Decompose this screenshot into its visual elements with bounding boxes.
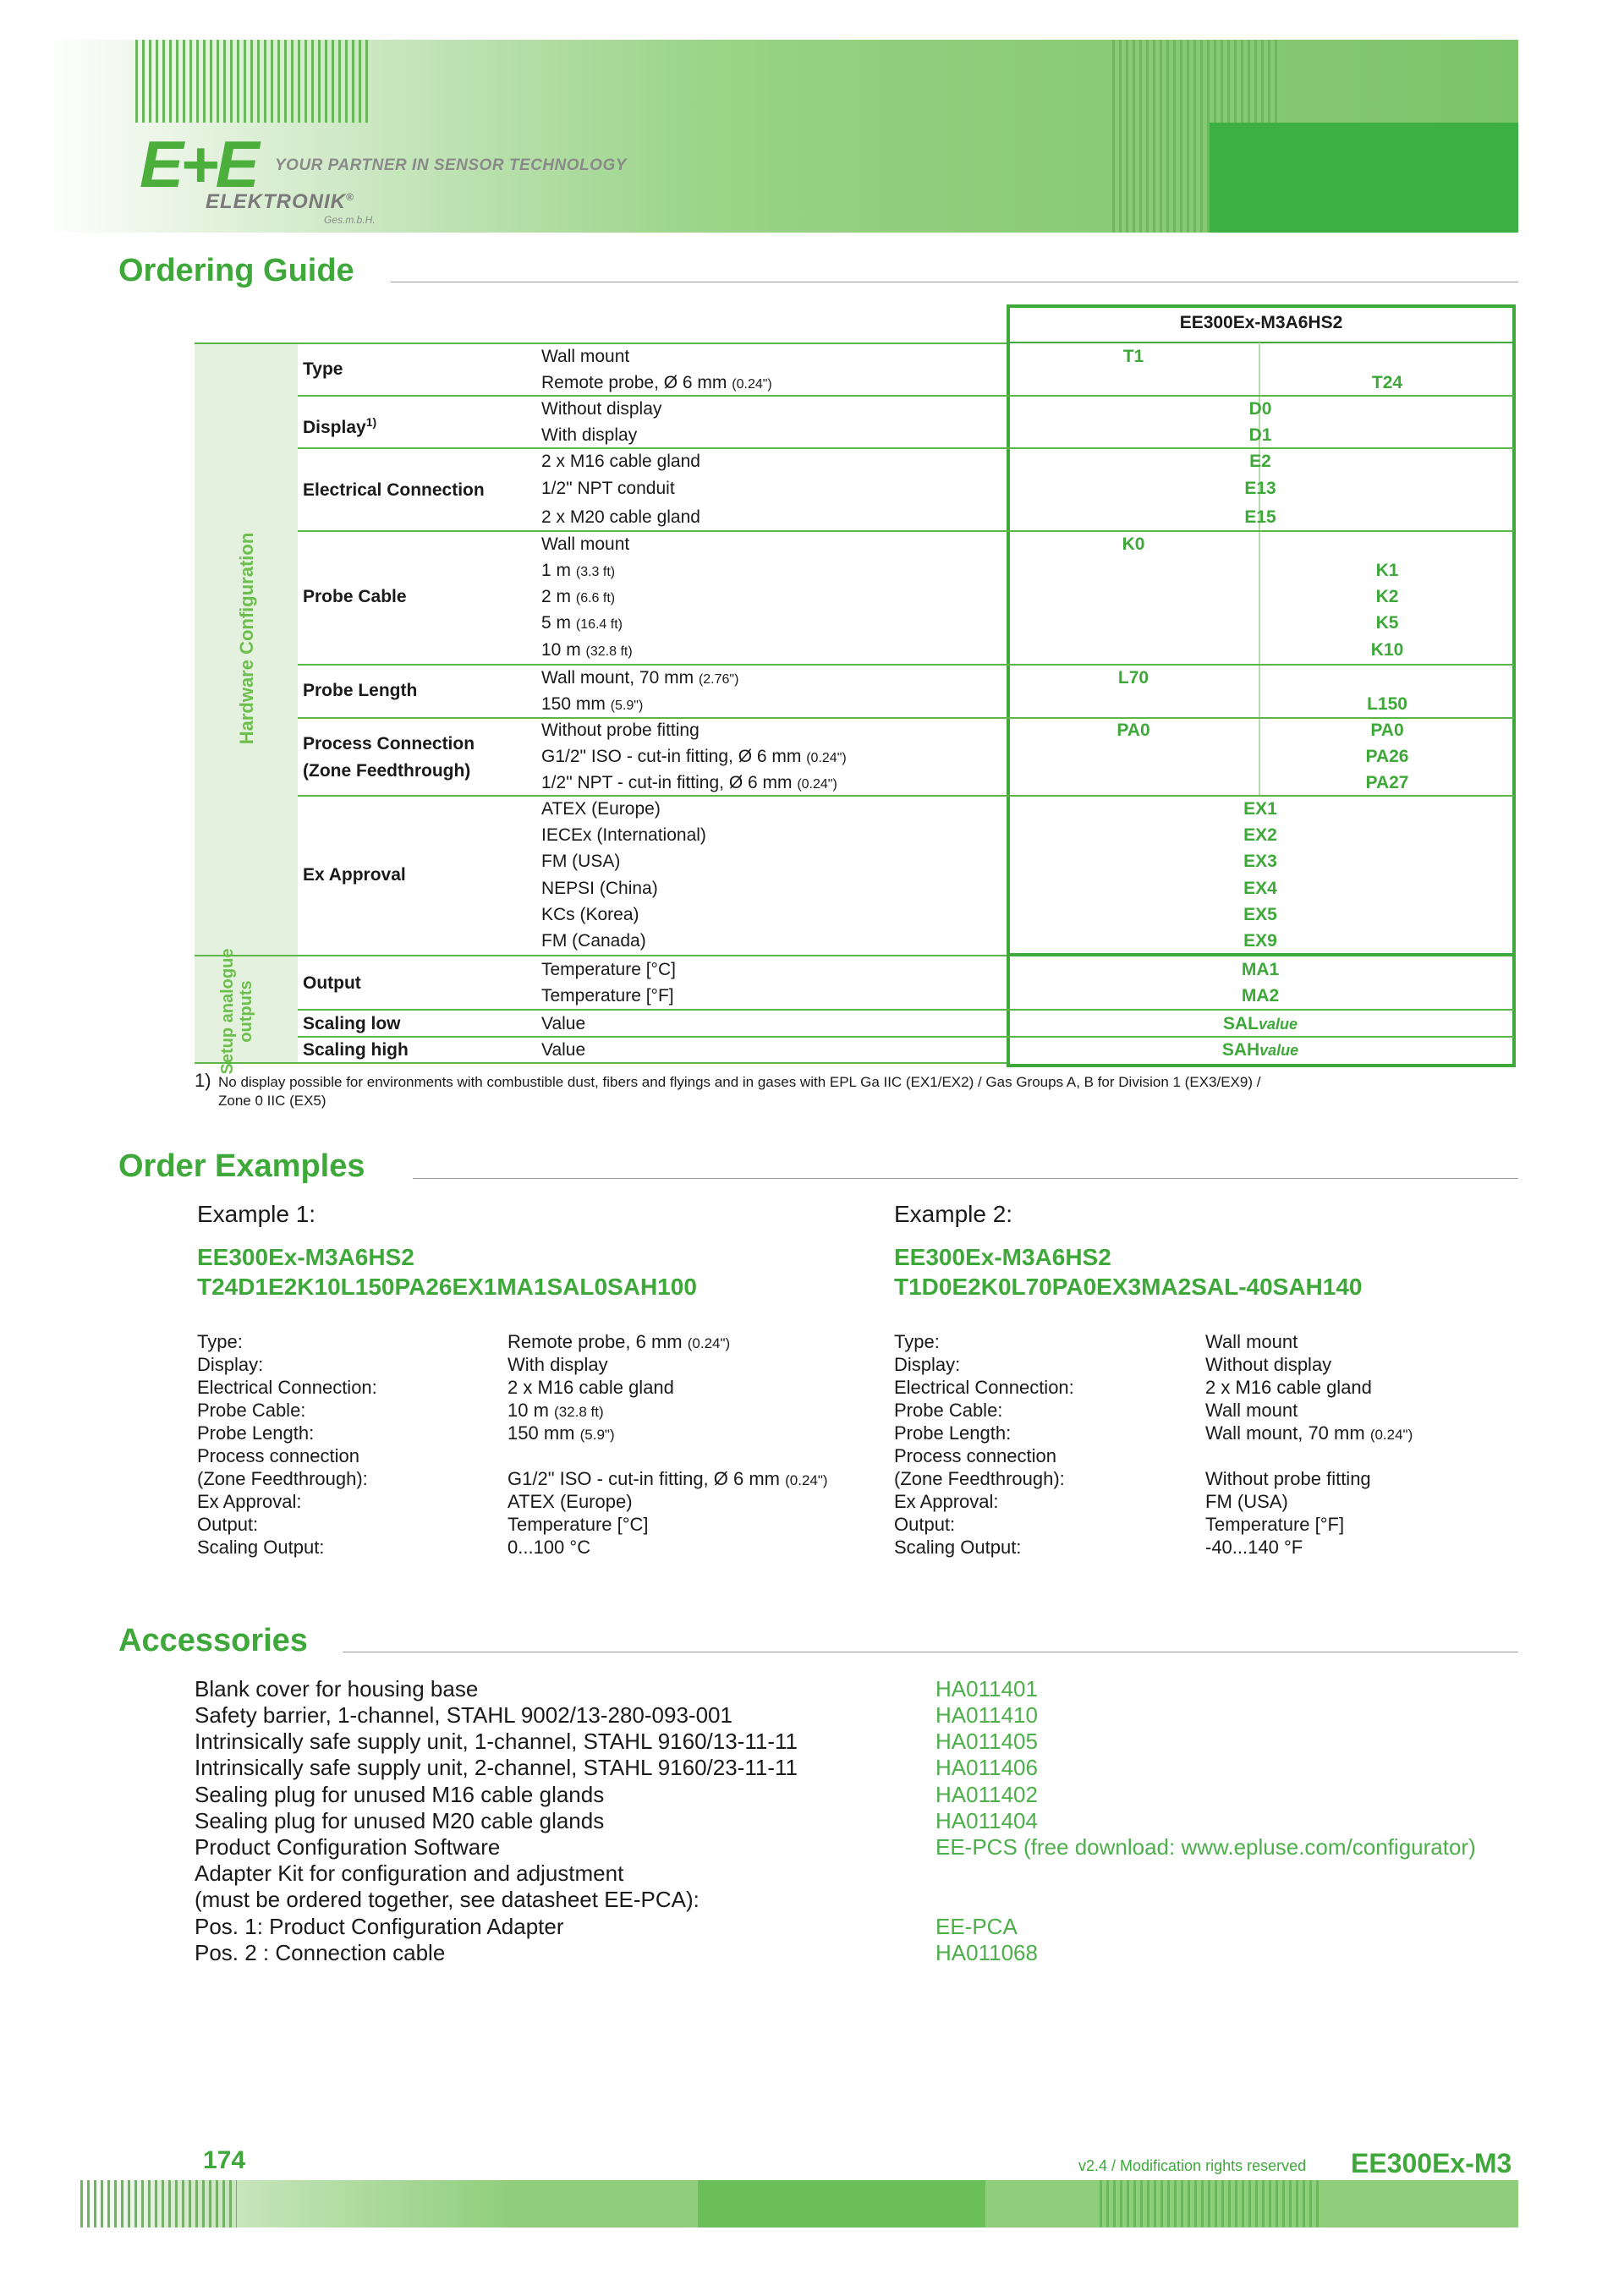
example-1-scaling: 0...100 °C <box>508 1537 591 1558</box>
code-value: K0 <box>1122 534 1145 554</box>
accessory-code: HA011404 <box>935 1808 1038 1833</box>
code-value: EX4 <box>1243 879 1277 898</box>
code-value: EX9 <box>1243 931 1277 951</box>
row-label-type: Type <box>303 359 343 379</box>
code-value: K1 <box>1375 561 1399 580</box>
accessory-code: HA011405 <box>935 1729 1038 1754</box>
ordering-guide-title: Ordering Guide <box>118 253 354 288</box>
row-sep <box>298 395 1514 397</box>
example-label: Electrical Connection: <box>197 1377 377 1398</box>
code-value: D1 <box>1248 425 1272 445</box>
example-1-process: G1/2" ISO - cut-in fitting, Ø 6 mm (0.24") <box>508 1468 828 1489</box>
option-text: Temperature [°C] <box>541 960 676 979</box>
code-value: E15 <box>1244 507 1276 527</box>
setup-outputs-label: Setup analogue outputs <box>218 948 255 1075</box>
example-2-code-line-1: EE300Ex-M3A6HS2 <box>894 1244 1111 1270</box>
logo-mark: E+E <box>140 127 256 201</box>
option-text: 1 m (3.3 ft) <box>541 561 616 580</box>
option-text: Temperature [°F] <box>541 986 674 1006</box>
option-text: FM (Canada) <box>541 931 646 951</box>
code-value: L70 <box>1117 668 1149 688</box>
code-value: D0 <box>1248 399 1272 419</box>
footer-stripe-pattern-left <box>80 2180 237 2228</box>
example-label: Probe Cable: <box>197 1400 306 1421</box>
example-label: Type: <box>197 1331 243 1352</box>
example-label: Scaling Output: <box>894 1537 1022 1558</box>
option-text: FM (USA) <box>541 852 621 871</box>
example-2-electrical: 2 x M16 cable gland <box>1205 1377 1372 1398</box>
product-name: EE300Ex-M3 <box>1351 2148 1512 2178</box>
option-text: NEPSI (China) <box>541 879 658 898</box>
accessory-name: Sealing plug for unused M20 cable glands <box>195 1808 605 1833</box>
example-label: Ex Approval: <box>197 1491 302 1512</box>
row-sep <box>298 795 1514 797</box>
example-label: Display: <box>894 1354 961 1375</box>
accessory-name: Safety barrier, 1-channel, STAHL 9002/13-280-093-001 <box>195 1702 732 1728</box>
code-value: PA0 <box>1116 721 1150 740</box>
table-bottom-rule <box>195 1062 1007 1064</box>
header-accent-block <box>1210 123 1518 233</box>
example-label: Output: <box>197 1514 259 1535</box>
example-2-heading: Example 2: <box>894 1201 1013 1227</box>
option-text: Wall mount <box>541 534 630 554</box>
option-text: With display <box>541 425 638 445</box>
code-value: T24 <box>1371 373 1403 392</box>
accessory-name: Pos. 1: Product Configuration Adapter <box>195 1914 564 1939</box>
code-value: K5 <box>1375 613 1399 633</box>
option-text: 1/2" NPT - cut-in fitting, Ø 6 mm (0.24") <box>541 773 837 792</box>
logo-company-name <box>206 190 354 214</box>
example-label: Ex Approval: <box>894 1491 999 1512</box>
accessory-name: (must be ordered together, see datasheet EE-PCA): <box>195 1887 700 1912</box>
option-text: 1/2" NPT conduit <box>541 479 675 498</box>
example-1-display: With display <box>508 1354 608 1375</box>
example-label: Probe Cable: <box>894 1400 1003 1421</box>
code-value: MA2 <box>1241 986 1280 1006</box>
accessory-code: HA011401 <box>935 1676 1038 1701</box>
option-text: G1/2" ISO - cut-in fitting, Ø 6 mm (0.24") <box>541 747 847 766</box>
model-header: EE300Ex-M3A6HS2 <box>1179 313 1343 332</box>
example-2-display: Without display <box>1205 1354 1332 1375</box>
option-text: IECEx (International) <box>541 825 706 845</box>
logo-tagline: YOUR PARTNER IN SENSOR TECHNOLOGY <box>275 156 627 174</box>
logo-company-text: ELEKTRONIK <box>206 190 346 213</box>
row-label-scaling-high: Scaling high <box>303 1040 409 1060</box>
code-value: SAHvalue <box>1221 1040 1299 1060</box>
table-top-rule <box>195 342 1007 344</box>
option-text: KCs (Korea) <box>541 905 639 924</box>
code-value: PA26 <box>1365 747 1409 766</box>
accessory-name: Intrinsically safe supply unit, 2-channel, STAHL 9160/23-11-11 <box>195 1755 798 1780</box>
option-text: Without display <box>541 399 662 419</box>
option-text: Without probe fitting <box>541 721 700 740</box>
row-sep <box>298 447 1514 449</box>
page-number: 174 <box>203 2146 246 2174</box>
option-text: Remote probe, Ø 6 mm (0.24") <box>541 373 772 392</box>
example-label: Scaling Output: <box>197 1537 325 1558</box>
accessory-code: EE-PCA <box>935 1914 1018 1939</box>
option-text: Value <box>541 1014 586 1033</box>
example-label: Type: <box>894 1331 940 1352</box>
example-2-code-line-2: T1D0E2K0L70PA0EX3MA2SAL-40SAH140 <box>894 1274 1363 1300</box>
row-label-electrical: Electrical Connection <box>303 480 485 500</box>
code-value: PA27 <box>1365 773 1409 792</box>
row-label-display: Display$^{1)}$ <box>303 415 377 437</box>
example-label: Electrical Connection: <box>894 1377 1074 1398</box>
code-value: EX5 <box>1243 905 1277 924</box>
code-value: E2 <box>1249 452 1271 471</box>
example-label: Probe Length: <box>894 1422 1012 1444</box>
row-label-scaling-low: Scaling low <box>303 1014 401 1033</box>
accessory-code: HA011402 <box>935 1782 1038 1807</box>
code-value: MA1 <box>1241 960 1280 979</box>
option-text: 2 x M20 cable gland <box>541 507 700 527</box>
example-label: (Zone Feedthrough): <box>894 1468 1065 1489</box>
option-text: Value <box>541 1040 586 1060</box>
accessory-name: Product Configuration Software <box>195 1834 501 1860</box>
accessory-name: Pos. 2 : Connection cable <box>195 1940 446 1965</box>
example-1-type: Remote probe, 6 mm (0.24") <box>508 1331 731 1352</box>
example-2-process: Without probe fitting <box>1205 1468 1371 1489</box>
example-2-type: Wall mount <box>1205 1331 1298 1352</box>
code-value: L150 <box>1367 694 1407 714</box>
example-label: Process connection <box>894 1445 1056 1466</box>
accessory-name: Adapter Kit for configuration and adjustment <box>195 1860 624 1886</box>
example-2-output: Temperature [°F] <box>1205 1514 1345 1535</box>
example-1-probe-length: 150 mm (5.9") <box>508 1422 615 1444</box>
accessory-code: HA011068 <box>935 1940 1038 1965</box>
code-value: E13 <box>1244 479 1276 498</box>
order-examples-title: Order Examples <box>118 1148 365 1184</box>
option-text: ATEX (Europe) <box>541 799 661 819</box>
row-sep <box>298 664 1514 666</box>
hardware-config-label: Hardware Configuration <box>236 532 257 745</box>
row-label-probe-length: Probe Length <box>303 681 418 700</box>
footer-accent-block <box>698 2180 985 2228</box>
code-column-divider <box>1007 953 1516 956</box>
table-mid-rule <box>195 955 1007 956</box>
accessory-name: Intrinsically safe supply unit, 1-channel, STAHL 9160/13-11-11 <box>195 1729 798 1754</box>
accessory-code: HA011406 <box>935 1755 1038 1780</box>
row-label-process-connection: Process Connection <box>303 734 475 753</box>
example-1-probe-cable: 10 m (32.8 ft) <box>508 1400 604 1421</box>
option-text: 5 m (16.4 ft) <box>541 613 623 633</box>
footnote-line-2: Zone 0 IIC (EX5) <box>218 1093 326 1109</box>
row-sep <box>298 1036 1514 1038</box>
code-value: SALvalue <box>1222 1014 1298 1033</box>
row-sep <box>298 1009 1514 1011</box>
accessories-title: Accessories <box>118 1623 308 1658</box>
accessory-code: EE-PCS (free download: www.epluse.com/configurator) <box>935 1834 1476 1860</box>
example-2-probe-cable: Wall mount <box>1205 1400 1298 1421</box>
registered-mark: ® <box>346 191 354 203</box>
example-label: (Zone Feedthrough): <box>197 1468 368 1489</box>
row-label-output: Output <box>303 973 361 993</box>
example-2-scaling: -40...140 °F <box>1205 1537 1303 1558</box>
code-value: PA0 <box>1370 721 1404 740</box>
accessory-name: Sealing plug for unused M16 cable glands <box>195 1782 605 1807</box>
version-note: v2.4 / Modification rights reserved <box>1078 2157 1307 2174</box>
row-label-probe-cable: Probe Cable <box>303 587 407 606</box>
example-label: Output: <box>894 1514 956 1535</box>
header-stripe-pattern-left <box>135 38 372 123</box>
option-text: 150 mm (5.9") <box>541 694 644 714</box>
row-label-zone-feedthrough: (Zone Feedthrough) <box>303 761 471 781</box>
example-1-code-line-2: T24D1E2K10L150PA26EX1MA1SAL0SAH100 <box>197 1274 697 1300</box>
row-label-ex-approval: Ex Approval <box>303 865 406 885</box>
code-value: EX3 <box>1243 852 1277 871</box>
option-text: 2 m (6.6 ft) <box>541 587 616 606</box>
example-2-ex-approval: FM (USA) <box>1205 1491 1288 1512</box>
order-examples-rule <box>413 1178 1518 1179</box>
example-1-electrical: 2 x M16 cable gland <box>508 1377 674 1398</box>
accessory-code: HA011410 <box>935 1702 1038 1728</box>
row-sep <box>298 717 1514 719</box>
setup-outputs-label-wrap <box>213 948 281 1075</box>
example-2-probe-length: Wall mount, 70 mm (0.24") <box>1205 1422 1413 1444</box>
logo-legal-form: Ges.m.b.H. <box>324 214 376 226</box>
option-text: Wall mount <box>541 347 630 366</box>
example-label: Display: <box>197 1354 264 1375</box>
footer-stripe-pattern-right <box>1100 2180 1320 2228</box>
code-value: EX2 <box>1243 825 1277 845</box>
option-text: 10 m (32.8 ft) <box>541 640 633 660</box>
code-value: K2 <box>1375 587 1399 606</box>
example-label: Process connection <box>197 1445 359 1466</box>
footnote-mark: 1) <box>195 1070 211 1091</box>
code-value: EX1 <box>1243 799 1277 819</box>
example-1-code-line-1: EE300Ex-M3A6HS2 <box>197 1244 414 1270</box>
row-sep <box>298 530 1514 532</box>
example-1-output: Temperature [°C] <box>508 1514 649 1535</box>
example-1-ex-approval: ATEX (Europe) <box>508 1491 633 1512</box>
footnote-line-1: No display possible for environments with combustible dust, fibers and flyings and in gases with EPL Ga IIC (EX1/EX2) / Gas Groups A, B for Division 1 (EX3/EX9) / <box>218 1074 1261 1090</box>
code-value: T1 <box>1122 347 1144 366</box>
code-value: K10 <box>1370 640 1404 660</box>
option-text: Wall mount, 70 mm (2.76") <box>541 668 739 688</box>
option-text: 2 x M16 cable gland <box>541 452 700 471</box>
code-header-rule <box>1007 342 1516 343</box>
accessory-name: Blank cover for housing base <box>195 1676 479 1701</box>
example-1-heading: Example 1: <box>197 1201 316 1227</box>
example-label: Probe Length: <box>197 1422 315 1444</box>
